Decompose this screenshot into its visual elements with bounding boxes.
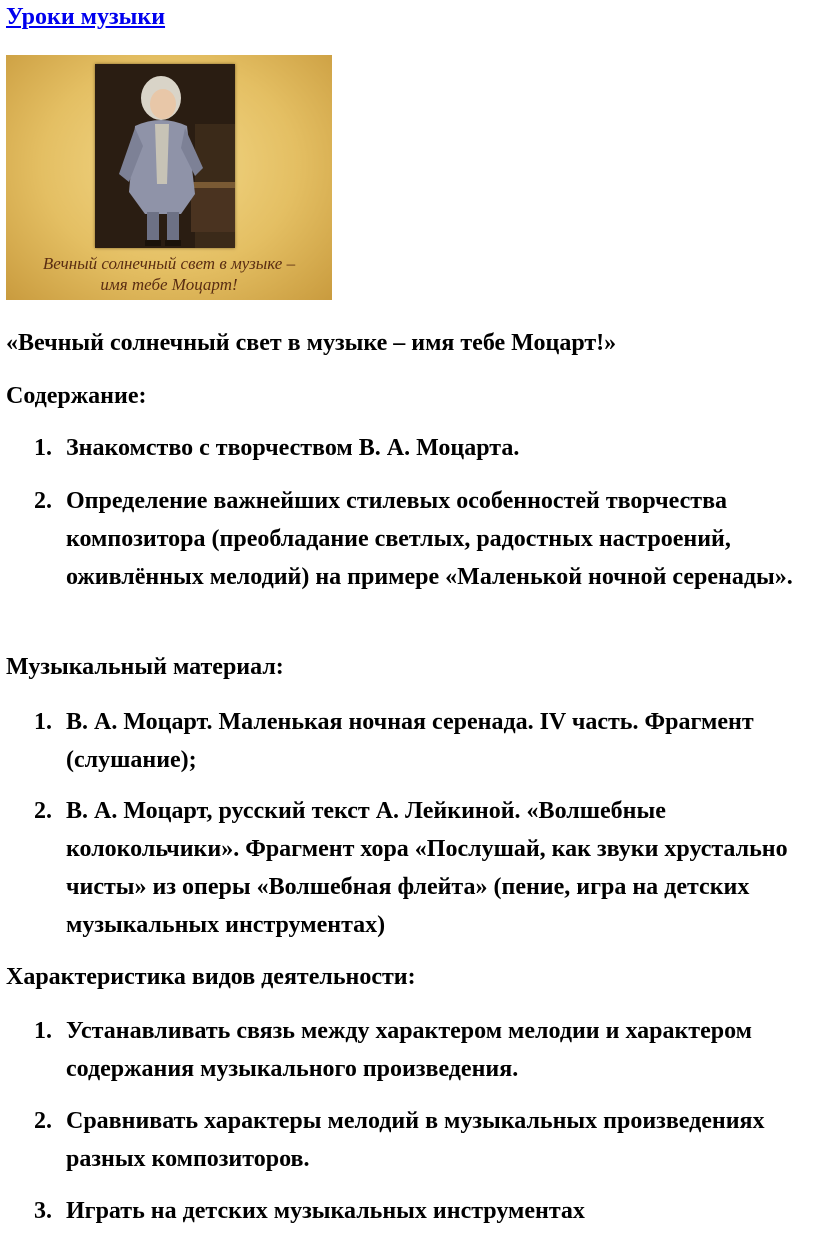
- banner-caption-line2: имя тебе Моцарт!: [100, 275, 238, 294]
- list-item-number: 1.: [34, 1018, 52, 1044]
- list-item-number: 1.: [34, 435, 52, 461]
- content-heading: Содержание:: [6, 383, 147, 409]
- list-item: [6, 1102, 810, 1178]
- list-item-text: Знакомство с творчеством В. А. Моцарта.: [66, 435, 520, 461]
- lessons-link[interactable]: Уроки музыки: [6, 4, 166, 30]
- list-item: [6, 1012, 810, 1088]
- list-item-number: 2.: [34, 798, 52, 824]
- portrait-figure-icon: [95, 64, 235, 248]
- banner-caption-line1: Вечный солнечный свет в музыке –: [42, 254, 296, 273]
- material-heading: Музыкальный материал:: [6, 654, 284, 680]
- list-item-text: Сравнивать характеры мелодий в музыкальных произведениях разных композиторов.: [66, 1108, 765, 1172]
- banner-caption: [12, 253, 326, 295]
- list-item-number: 3.: [34, 1198, 52, 1224]
- list-item: [6, 792, 810, 944]
- activities-heading: Характеристика видов деятельности:: [6, 964, 416, 990]
- list-item-text: В. А. Моцарт. Маленькая ночная серенада. IV часть. Фрагмент (слушание);: [66, 709, 754, 773]
- list-item-number: 1.: [34, 709, 52, 735]
- mozart-banner-image: [6, 55, 332, 300]
- list-item: [6, 1192, 810, 1230]
- list-item-number: 2.: [34, 488, 52, 514]
- list-item: [6, 429, 810, 467]
- mozart-portrait: [95, 64, 235, 248]
- list-item-text: Устанавливать связь между характером мелодии и характером содержания музыкального произведения.: [66, 1018, 752, 1082]
- lesson-title: «Вечный солнечный свет в музыке – имя тебе Моцарт!»: [6, 330, 617, 356]
- list-item: [6, 482, 810, 596]
- list-item-text: В. А. Моцарт, русский текст А. Лейкиной. «Волшебные колокольчики». Фрагмент хора «Послушай, как звуки хрустально чисты» из оперы «Волшебная флейта» (пение, игра на детских музыкальных инструментах): [66, 798, 788, 938]
- list-item-text: Определение важнейших стилевых особенностей творчества композитора (преобладание светлых, радостных настроений, оживлённых мелодий) на примере «Маленькой ночной серенады».: [66, 488, 793, 590]
- list-item-number: 2.: [34, 1108, 52, 1134]
- list-item: [6, 703, 810, 779]
- list-item-text: Играть на детских музыкальных инструментах: [66, 1198, 585, 1224]
